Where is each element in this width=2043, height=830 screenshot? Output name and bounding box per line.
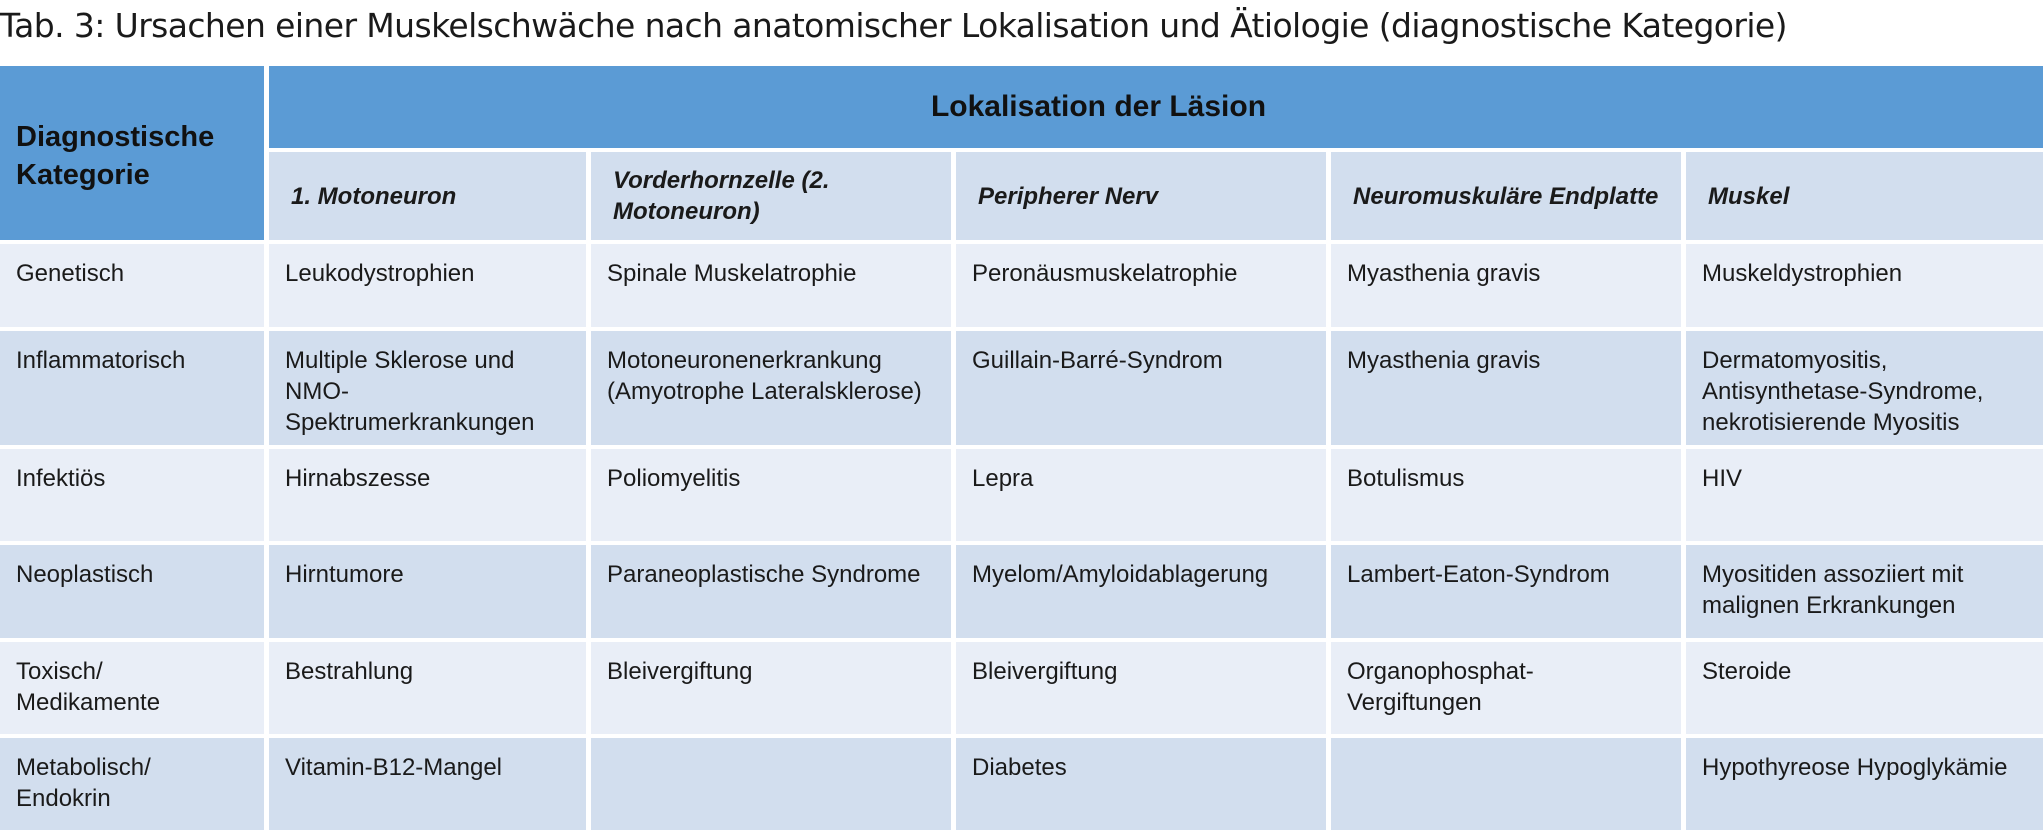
table-cell: Hirnabszesse	[269, 449, 586, 541]
table-cell: Botulismus	[1331, 449, 1681, 541]
table-cell: Hirntumore	[269, 545, 586, 638]
table-cell: Multiple Sklerose und NMO-Spektrumerkrankungen	[269, 331, 586, 445]
table-cell: Poliomyelitis	[591, 449, 951, 541]
column-header-upper-motoneuron	[269, 152, 586, 240]
row-category-cell: Neoplastisch	[0, 545, 264, 638]
column-header-label: Vorderhornzelle (2. Motoneuron)	[613, 167, 830, 225]
row-category-cell: Inflammatorisch	[0, 331, 264, 445]
column-header-anterior-horn-cell	[591, 152, 951, 240]
diagnostic-category-header	[0, 66, 264, 240]
diagnostic-category-header-line2: Kategorie	[16, 159, 150, 191]
column-header-label: Muskel	[1708, 182, 1790, 210]
table-cell: Paraneoplastische Syndrome	[591, 545, 951, 638]
table-cell: Leukodystrophien	[269, 244, 586, 327]
table-cell	[591, 738, 951, 830]
table-cell: Peronäusmuskelatrophie	[956, 244, 1326, 327]
table-cell: Vitamin-B12-Mangel	[269, 738, 586, 830]
table-cell: Myositiden assoziiert mit malignen Erkrankungen	[1686, 545, 2043, 638]
table-cell: Dermatomyositis, Antisynthetase-Syndrome, nekrotisierende Myositis	[1686, 331, 2043, 445]
column-header-peripheral-nerve	[956, 152, 1326, 240]
lesion-location-header: Lokalisation der Läsion	[269, 66, 2043, 148]
table-caption: Tab. 3: Ursachen einer Muskelschwäche nach anatomischer Lokalisation und Ätiologie (diagnostische Kategorie)	[0, 6, 1787, 45]
row-category-cell: Genetisch	[0, 244, 264, 327]
table-cell: Motoneuronenerkrankung (Amyotrophe Lateralsklerose)	[591, 331, 951, 445]
table-cell: Muskeldystrophien	[1686, 244, 2043, 327]
table-cell: HIV	[1686, 449, 2043, 541]
table-cell: Myelom/Amyloidablagerung	[956, 545, 1326, 638]
row-category-cell: Infektiös	[0, 449, 264, 541]
causes-table	[0, 66, 2043, 819]
table-cell: Steroide	[1686, 642, 2043, 734]
table-cell: Diabetes	[956, 738, 1326, 830]
row-category-cell: Metabolisch/ Endokrin	[0, 738, 264, 830]
column-header-neuromuscular-junction	[1331, 152, 1681, 240]
table-cell: Lepra	[956, 449, 1326, 541]
table-cell: Bleivergiftung	[956, 642, 1326, 734]
table-cell: Myasthenia gravis	[1331, 244, 1681, 327]
table-cell: Spinale Muskelatrophie	[591, 244, 951, 327]
table-cell: Guillain-Barré-Syndrom	[956, 331, 1326, 445]
column-header-label: Peripherer Nerv	[978, 182, 1159, 210]
table-cell: Bestrahlung	[269, 642, 586, 734]
table-cell	[1331, 738, 1681, 830]
table-cell: Organophosphat-Vergiftungen	[1331, 642, 1681, 734]
table-cell: Bleivergiftung	[591, 642, 951, 734]
table-cell: Myasthenia gravis	[1331, 331, 1681, 445]
column-header-label: Neuromuskuläre Endplatte	[1353, 182, 1659, 210]
table-cell: Lambert-Eaton-Syndrom	[1331, 545, 1681, 638]
column-header-label: 1. Motoneuron	[291, 182, 457, 210]
row-category-cell: Toxisch/ Medikamente	[0, 642, 264, 734]
column-header-muscle	[1686, 152, 2043, 240]
diagnostic-category-header-line1: Diagnostische	[16, 121, 215, 153]
table-cell: Hypothyreose Hypoglykämie	[1686, 738, 2043, 830]
